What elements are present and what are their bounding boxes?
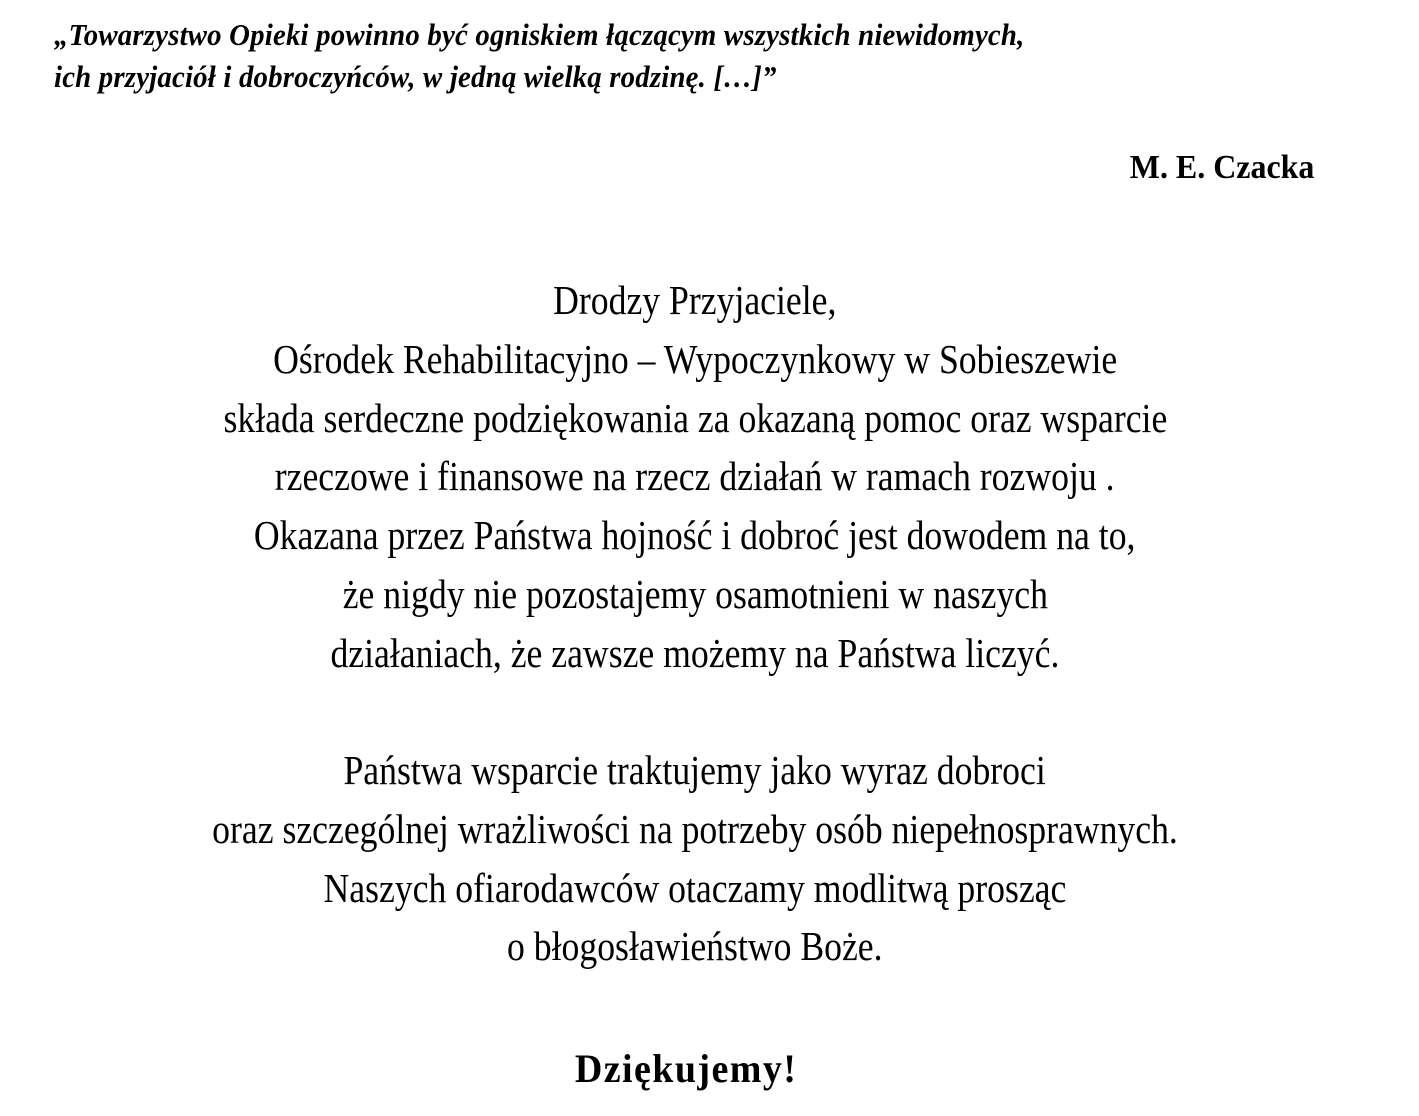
epigraph-author: M. E. Czacka (1129, 149, 1314, 186)
letter-line: składa serdeczne podziękowania za okazaną pomoc oraz wsparcie (223, 394, 1167, 441)
letter-line: rzeczowe i finansowe na rzecz działań w ramach rozwoju . (275, 453, 1115, 500)
letter-line: o błogosławieństwo Boże. (507, 923, 883, 970)
letter-line: oraz szczególnej wrażliwości na potrzeby osób niepełnosprawnych. (212, 805, 1178, 852)
letter-line: Naszych ofiarodawców otaczamy modlitwą prosząc (323, 864, 1067, 911)
closing-thanks: Dziękujemy! (574, 1046, 798, 1091)
letter-paragraph-2 (0, 741, 1390, 976)
epigraph-line: „Towarzystwo Opieki powinno być ogniskiem łączącym wszystkich niewidomych, (54, 17, 1025, 52)
letter-line: Państwa wsparcie traktujemy jako wyraz dobroci (343, 747, 1047, 793)
letter-line: Ośrodek Rehabilitacyjno – Wypoczynkowy w Sobieszewie (272, 335, 1118, 382)
letter-paragraph-1 (0, 271, 1390, 683)
letter-line: że nigdy nie pozostajemy osamotnieni w naszych (342, 570, 1048, 617)
greeting-line: Drodzy Przyjaciele, (553, 277, 837, 323)
letter-line: Okazana przez Państwa hojność i dobroć jest dowodem na to, (254, 512, 1136, 559)
letter-line: działaniach, że zawsze możemy na Państwa liczyć. (330, 629, 1060, 676)
epigraph-quote (54, 14, 1354, 98)
epigraph-line: ich przyjaciół i dobroczyńców, w jedną wielką rodzinę. […]” (54, 59, 777, 94)
